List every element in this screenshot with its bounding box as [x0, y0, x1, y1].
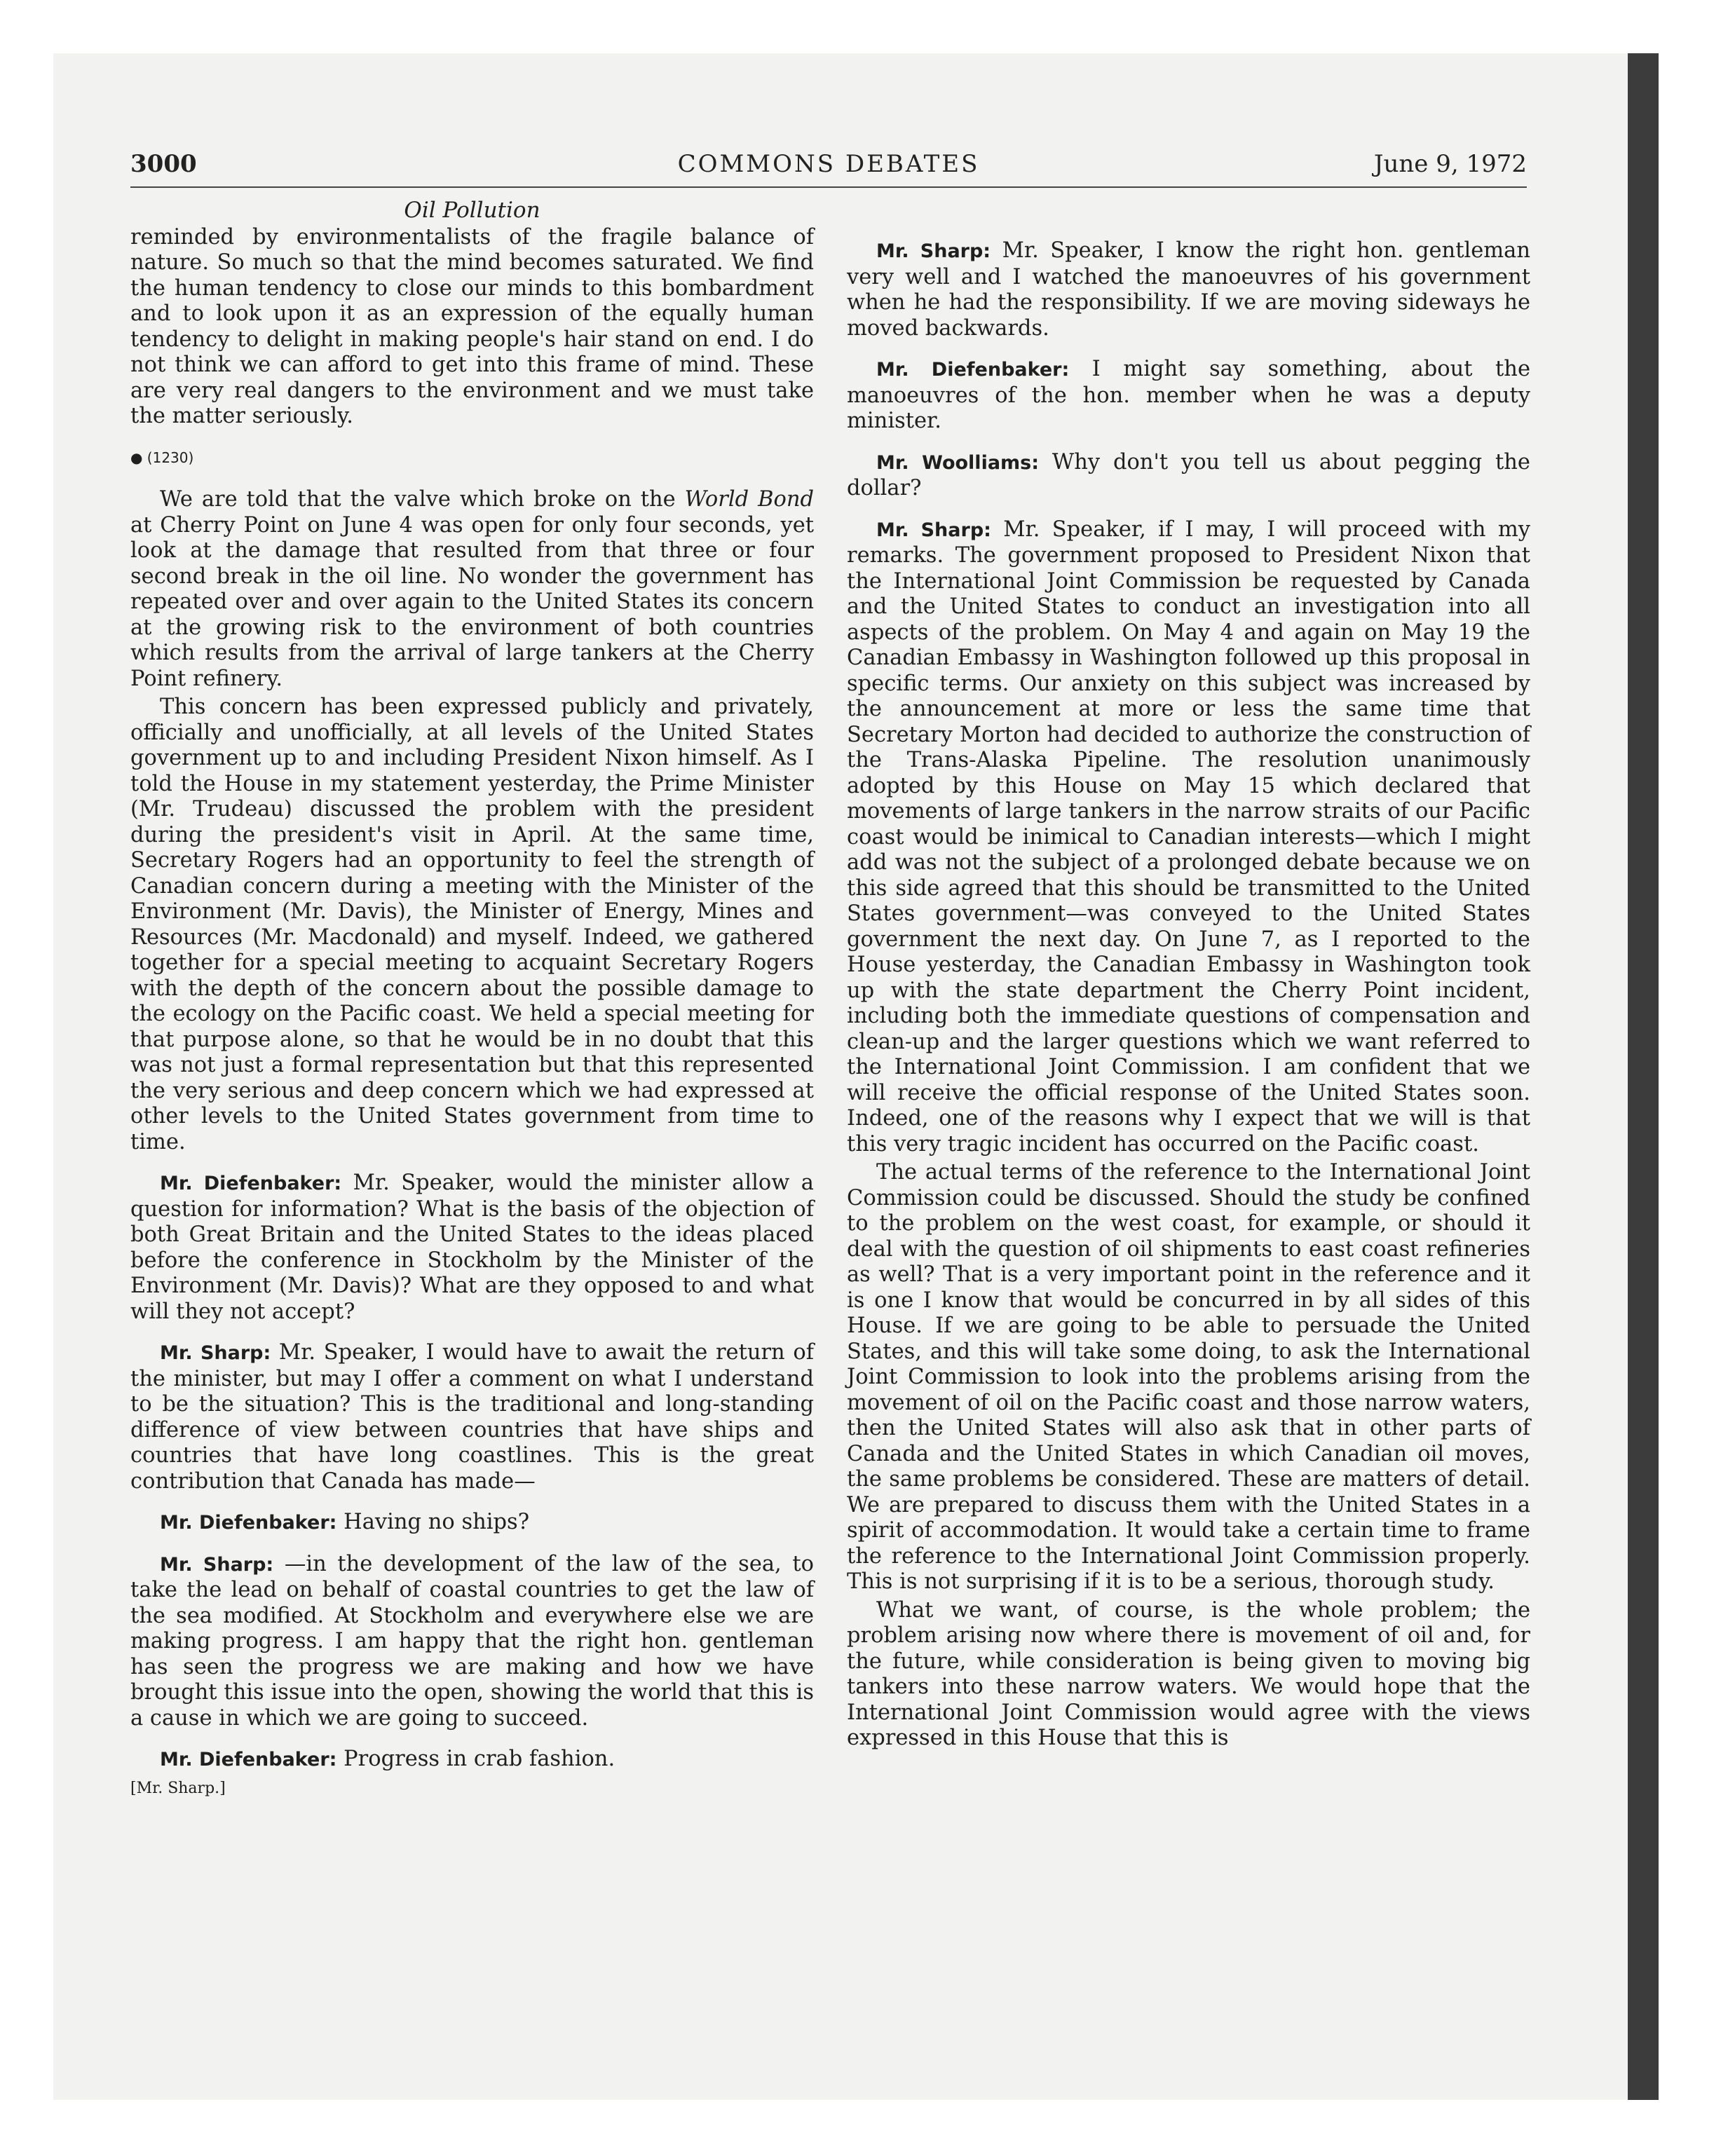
- section-title: Oil Pollution: [404, 198, 540, 223]
- speech: [130, 1747, 814, 1773]
- scan-edge-bar: [1628, 53, 1659, 2100]
- speaker-name: Mr. Diefenbaker:: [160, 1749, 337, 1770]
- paragraph-text: We are told that the valve which broke on the: [160, 487, 685, 512]
- speaker-name: Mr. Diefenbaker:: [160, 1512, 337, 1534]
- speech: [130, 1510, 814, 1536]
- paragraph: This concern has been expressed publicly and privately, officially and unofficially, at all levels of the United States government up to and including President Nixon himself. As I told the House in my statement yesterday, the Prime Minister (Mr. Trudeau) discussed the problem with the president during the president's visit in April. At the same time, Secretary Rogers had an opportunity to feel the strength of Canadian concern during a meeting with the Minister of the Environment (Mr. Davis), the Minister of Energy, Mines and Resources (Mr. Macdonald) and myself. Indeed, we gathered together for a special meeting to acquaint Secretary Rogers with the depth of the concern about the possible damage to the ecology on the Pacific coast. We held a special meeting for that purpose alone, so that he would be in no doubt that this was not just a formal representation but that this represented the very serious and deep concern which we had expressed at other levels to the United States government from time to time.: [130, 695, 814, 1154]
- speech-text: Why don't you tell us about pegging the dollar?: [847, 449, 1530, 500]
- speech-text: Progress in crab fashion.: [336, 1747, 615, 1771]
- speech-text: I might say something, about the manoeuvres of the hon. member when he was a deputy minister.: [847, 357, 1531, 433]
- speech-text: —in the development of the law of the sea, to take the lead on behalf of coastal countries to get the law of the sea modified. At Stockholm and everywhere else we are making progress. I am happy that the right hon. gentleman has seen the progress we are making and how we have brought this issue into the open, showing the world that this is a cause in which we are going to succeed.: [130, 1551, 814, 1731]
- speech: [130, 1171, 814, 1325]
- speaker-footnote: [Mr. Sharp.]: [130, 1779, 226, 1797]
- speech: [130, 1552, 814, 1732]
- speech-text: Having no ships?: [336, 1510, 530, 1534]
- page-number: 3000: [130, 150, 197, 178]
- speaker-name: Mr. Diefenbaker:: [876, 359, 1070, 381]
- speaker-name: Mr. Woolliams:: [876, 451, 1040, 474]
- page-header: [130, 150, 1527, 188]
- speech: [847, 238, 1530, 341]
- page-date: June 9, 1972: [1373, 150, 1527, 178]
- speech-text: Mr. Speaker, would the minister allow a question for information? What is the basis of the objection of both Great Britain and the United States to the ideas placed before the conference in Stockholm by the Minister of the Environment (Mr. Davis)? What are they opposed to and what will they not accept?: [130, 1171, 814, 1324]
- paragraph: reminded by environmentalists of the fragile balance of nature. So much so that the mind becomes saturated. We find the human tendency to close our minds to this bombardment and to look upon it as an expression of the equally human tendency to delight in making people's hair stand on end. I do not think we can afford to get into this frame of mind. These are very real dangers to the environment and we must take the matter seriously.: [130, 224, 814, 428]
- ship-name: World Bond: [684, 487, 815, 512]
- paragraph: What we want, of course, is the whole problem; the problem arising now where there is movement of oil and, for the future, while consideration is being given to moving big tankers into these narrow waters. We would hope that the International Joint Commission would agree with the views expressed in this House that this is: [847, 1597, 1530, 1750]
- speaker-name: Mr. Sharp:: [160, 1342, 271, 1364]
- paragraph: [130, 487, 814, 692]
- speaker-name: Mr. Sharp:: [160, 1553, 274, 1576]
- speech: [847, 357, 1530, 435]
- paragraph-text: at Cherry Point on June 4 was open for only four seconds, yet look at the damage that resulted from that three or four second break in the oil line. No wonder the government has repeated over and over again to the United States its concern at the growing risk to the environment of both countries which results from the arrival of large tankers at the Cherry Point refinery.: [130, 512, 814, 691]
- publication-title: COMMONS DEBATES: [677, 150, 980, 178]
- speech: [130, 1340, 814, 1494]
- speech-text: Mr. Speaker, I know the right hon. gentleman very well and I watched the manoeuvres of his government when he had the responsibility. If we are moving sideways he moved backwards.: [847, 238, 1531, 341]
- speech: [847, 517, 1530, 1158]
- speaker-name: Mr. Sharp:: [876, 519, 991, 541]
- speaker-name: Mr. Diefenbaker:: [160, 1173, 342, 1194]
- left-column: [130, 198, 814, 1801]
- speech: [847, 450, 1530, 502]
- speech-text: Mr. Speaker, if I may, I will proceed with my remarks. The government proposed to President Nixon that the International Joint Commission be requested by Canada and the United States to conduct an investigation into all aspects of the problem. On May 4 and again on May 19 the Canadian Embassy in Washington followed up this proposal in specific terms. Our anxiety on this subject was increased by the announcement at more or less the same time that Secretary Morton had decided to authorize the construction of the Trans-Alaska Pipeline. The resolution unanimously adopted by this House on May 15 which declared that movements of large tankers in the narrow straits of our Pacific coast would be inimical to Canadian interests—which I might add was not the subject of a prolonged debate because we on this side agreed that this should be transmitted to the United States government—was conveyed to the United States government the next day. On June 7, as I reported to the House yesterday, the Canadian Embassy in Washington took up with the state department the Cherry Point incident, including both the immediate questions of compensation and clean-up and the larger questions which we want referred to the International Joint Commission. I am confident that we will receive the official response of the United States soon. Indeed, one of the reasons why I expect that we will is that this very tragic incident has occurred on the Pacific coast.: [847, 517, 1530, 1157]
- right-column: [847, 238, 1530, 1767]
- speaker-name: Mr. Sharp:: [876, 240, 991, 262]
- speech-text: Mr. Speaker, I would have to await the return of the minister, but may I offer a comment on what I understand to be the situation? This is the traditional and long-standing difference of view between countries that have ships and countries that have long coastlines. This is the great contribution that Canada has made—: [130, 1340, 815, 1494]
- paragraph: The actual terms of the reference to the International Joint Commission could be discussed. Should the study be confined to the problem on the west coast, for example, or should it deal with the question of oil shipments to east coast refineries as well? That is a very important point in the reference and it is one I know that would be concurred in by all sides of this House. If we are going to be able to persuade the United States, and this will take some doing, to ask the International Joint Commission to look into the problems arising from the movement of oil on the Pacific coast and those narrow waters, then the United States will also ask that in other parts of Canada and the United States in which Canadian oil moves, the same problems be considered. These are matters of detail. We are prepared to discuss them with the United States in a spirit of accommodation. It would take a certain time to frame the reference to the International Joint Commission properly. This is not surprising if it is to be a serious, thorough study.: [847, 1160, 1530, 1594]
- time-marker: ● (1230): [130, 449, 194, 466]
